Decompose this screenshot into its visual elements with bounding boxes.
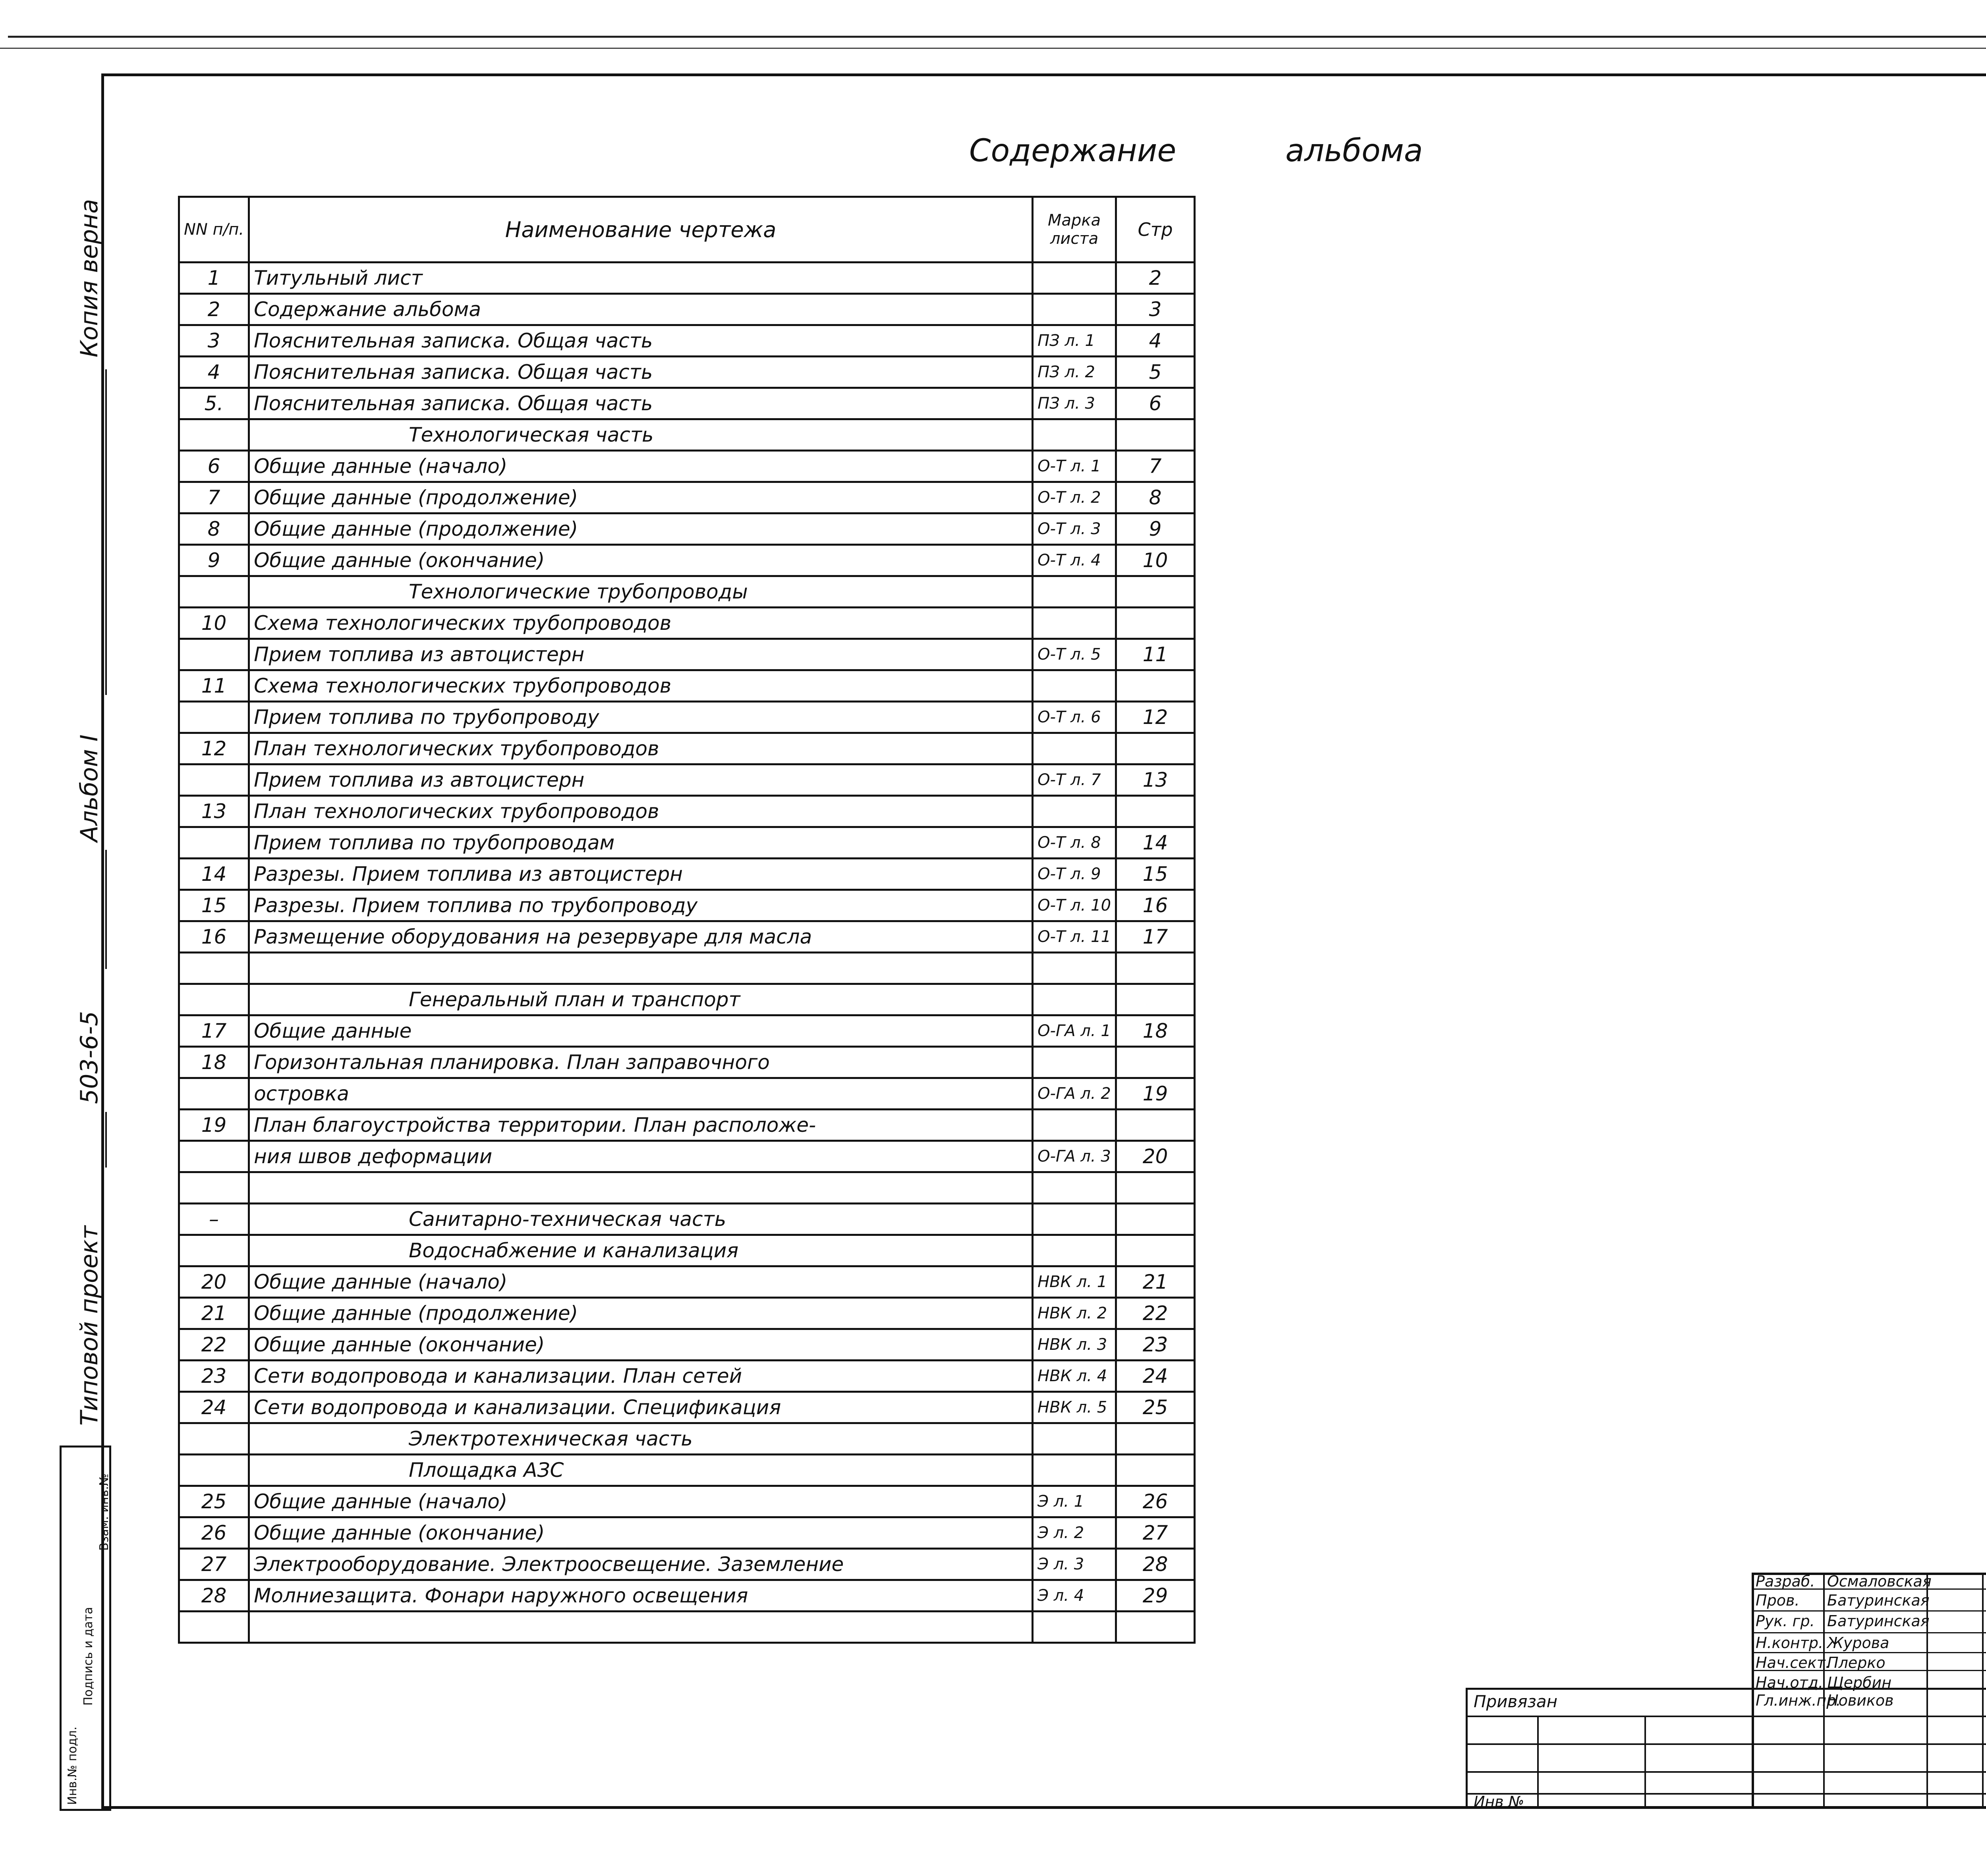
row-sheet-mark: Э л. 1 (1033, 1486, 1116, 1517)
row-page (1116, 1235, 1195, 1266)
row-number: 21 (179, 1298, 249, 1329)
row-sheet-mark (1033, 1612, 1116, 1643)
row-sheet-mark (1033, 670, 1116, 702)
row-drawing-name: Общие данные (начало) (249, 1486, 1033, 1517)
row-drawing-name: План технологических трубопроводов (249, 796, 1033, 827)
row-number (179, 1455, 249, 1486)
row-sheet-mark (1033, 796, 1116, 827)
row-sheet-mark: О-ГА л. 1 (1033, 1015, 1116, 1047)
row-drawing-name: Горизонтальная планировка. План заправочного (249, 1047, 1033, 1078)
row-sheet-mark (1033, 733, 1116, 764)
side-label-copy: Копия верна (75, 199, 103, 357)
role-label: Рук. гр. (1756, 1612, 1815, 1630)
table-row (179, 1486, 1195, 1517)
side-label-code: 503-6-5 (75, 1011, 103, 1104)
table-row (179, 1266, 1195, 1298)
row-sheet-mark: О-ГА л. 2 (1033, 1078, 1116, 1110)
row-sheet-mark (1033, 576, 1116, 608)
row-drawing-name: островка (249, 1078, 1033, 1110)
row-drawing-name: Общие данные (начало) (249, 1266, 1033, 1298)
row-sheet-mark: О-Т л. 7 (1033, 764, 1116, 796)
row-sheet-mark (1033, 1423, 1116, 1455)
row-sheet-mark (1033, 262, 1116, 294)
row-sheet-mark: О-Т л. 8 (1033, 827, 1116, 859)
row-sheet-mark: О-Т л. 1 (1033, 451, 1116, 482)
row-number: 17 (179, 1015, 249, 1047)
table-row (179, 325, 1195, 357)
table-row (179, 1392, 1195, 1423)
role-label: Нач.сект. (1756, 1654, 1830, 1671)
row-page: 22 (1116, 1298, 1195, 1329)
person-name: Журова (1827, 1634, 1889, 1652)
title-word-1: Содержание (969, 133, 1177, 169)
row-page: 7 (1116, 451, 1195, 482)
col-name-header: Наименование чертежа (249, 197, 1033, 262)
row-drawing-name: План технологических трубопроводов (249, 733, 1033, 764)
row-sheet-mark (1033, 294, 1116, 325)
row-page (1116, 419, 1195, 451)
row-drawing-name: Пояснительная записка. Общая часть (249, 357, 1033, 388)
table-row (179, 702, 1195, 733)
person-name: Батуринская (1827, 1612, 1930, 1630)
row-page: 28 (1116, 1549, 1195, 1580)
role-label: Разраб. (1756, 1573, 1815, 1590)
row-number: 23 (179, 1361, 249, 1392)
row-number: 7 (179, 482, 249, 513)
row-page: 9 (1116, 513, 1195, 545)
left-stamp-label: Взам. инв.№ (97, 1473, 111, 1551)
table-row (179, 1047, 1195, 1078)
table-header-row (179, 197, 1195, 262)
row-page: 25 (1116, 1392, 1195, 1423)
person-name: Батуринская (1827, 1592, 1930, 1609)
table-row (179, 1423, 1195, 1455)
table-row (179, 733, 1195, 764)
table-row (179, 1204, 1195, 1235)
row-sheet-mark: НВК л. 5 (1033, 1392, 1116, 1423)
row-number: 16 (179, 921, 249, 953)
left-stamp-label: Подпись и дата (81, 1607, 95, 1706)
row-sheet-mark: О-Т л. 4 (1033, 545, 1116, 576)
table-row (179, 1329, 1195, 1361)
row-number (179, 764, 249, 796)
row-drawing-name: Электротехническая часть (249, 1423, 1033, 1455)
side-divider (105, 1112, 107, 1168)
row-page: 6 (1116, 388, 1195, 419)
row-number: 11 (179, 670, 249, 702)
table-row (179, 451, 1195, 482)
table-row (179, 294, 1195, 325)
inventory-label: Инв № (1474, 1793, 1524, 1810)
row-number: 8 (179, 513, 249, 545)
table-row (179, 1110, 1195, 1141)
row-page (1116, 1172, 1195, 1204)
row-drawing-name: План благоустройства территории. План расположе- (249, 1110, 1033, 1141)
row-page: 23 (1116, 1329, 1195, 1361)
row-drawing-name: Общие данные (продолжение) (249, 1298, 1033, 1329)
row-number: 9 (179, 545, 249, 576)
table-row (179, 388, 1195, 419)
role-label: Н.контр. (1756, 1634, 1824, 1652)
row-page (1116, 1455, 1195, 1486)
row-drawing-name: Молниезащита. Фонари наружного освещения (249, 1580, 1033, 1612)
row-page (1116, 953, 1195, 984)
row-drawing-name: Генеральный план и транспорт (249, 984, 1033, 1015)
row-number (179, 953, 249, 984)
row-page (1116, 733, 1195, 764)
row-drawing-name (249, 953, 1033, 984)
row-sheet-mark (1033, 1110, 1116, 1141)
row-number: 2 (179, 294, 249, 325)
row-number (179, 576, 249, 608)
row-number (179, 1078, 249, 1110)
row-sheet-mark: НВК л. 4 (1033, 1361, 1116, 1392)
row-drawing-name: Прием топлива по трубопроводу (249, 702, 1033, 733)
row-page: 8 (1116, 482, 1195, 513)
table-row (179, 670, 1195, 702)
row-number: 26 (179, 1517, 249, 1549)
contents-table (178, 196, 1196, 1644)
row-page (1116, 1204, 1195, 1235)
row-sheet-mark: О-Т л. 9 (1033, 859, 1116, 890)
table-row (179, 1455, 1195, 1486)
row-number: 13 (179, 796, 249, 827)
row-number: 14 (179, 859, 249, 890)
col-number-header: NN п/п. (179, 197, 249, 262)
row-page: 14 (1116, 827, 1195, 859)
row-number: 18 (179, 1047, 249, 1078)
table-row (179, 357, 1195, 388)
row-number (179, 827, 249, 859)
binding-label: Привязан (1474, 1692, 1558, 1711)
row-sheet-mark: О-Т л. 11 (1033, 921, 1116, 953)
row-drawing-name: Общие данные (249, 1015, 1033, 1047)
col-mark-header: Марка листа (1033, 197, 1116, 262)
table-row (179, 608, 1195, 639)
row-sheet-mark: НВК л. 2 (1033, 1298, 1116, 1329)
row-number: 6 (179, 451, 249, 482)
row-drawing-name (249, 1612, 1033, 1643)
row-page: 10 (1116, 545, 1195, 576)
row-page (1116, 796, 1195, 827)
table-row (179, 953, 1195, 984)
row-number: 19 (179, 1110, 249, 1141)
row-drawing-name: Разрезы. Прием топлива по трубопроводу (249, 890, 1033, 921)
row-number: 22 (179, 1329, 249, 1361)
row-sheet-mark (1033, 1172, 1116, 1204)
row-drawing-name (249, 1172, 1033, 1204)
person-name: Новиков (1827, 1692, 1894, 1709)
row-sheet-mark: Э л. 4 (1033, 1580, 1116, 1612)
table-row (179, 1361, 1195, 1392)
table-row (179, 639, 1195, 670)
row-number: 5. (179, 388, 249, 419)
row-sheet-mark: О-Т л. 2 (1033, 482, 1116, 513)
row-page: 19 (1116, 1078, 1195, 1110)
row-page: 11 (1116, 639, 1195, 670)
row-sheet-mark: ПЗ л. 3 (1033, 388, 1116, 419)
table-row (179, 1580, 1195, 1612)
table-row (179, 1078, 1195, 1110)
row-page: 29 (1116, 1580, 1195, 1612)
row-drawing-name: Размещение оборудования на резервуаре для масла (249, 921, 1033, 953)
row-sheet-mark: Э л. 3 (1033, 1549, 1116, 1580)
row-drawing-name: Общие данные (окончание) (249, 545, 1033, 576)
row-sheet-mark (1033, 1047, 1116, 1078)
row-drawing-name: Прием топлива из автоцистерн (249, 764, 1033, 796)
side-divider (105, 850, 107, 969)
row-sheet-mark (1033, 953, 1116, 984)
row-drawing-name: Технологическая часть (249, 419, 1033, 451)
col-page-header: Стр (1116, 197, 1195, 262)
row-sheet-mark: О-Т л. 5 (1033, 639, 1116, 670)
table-row (179, 545, 1195, 576)
row-drawing-name: Площадка АЗС (249, 1455, 1033, 1486)
top-edge-line-2 (0, 48, 1986, 49)
row-number (179, 1423, 249, 1455)
row-number: 20 (179, 1266, 249, 1298)
row-number (179, 419, 249, 451)
table-row (179, 827, 1195, 859)
row-drawing-name: ния швов деформации (249, 1141, 1033, 1172)
row-number: 1 (179, 262, 249, 294)
row-page (1116, 984, 1195, 1015)
row-page: 2 (1116, 262, 1195, 294)
row-sheet-mark (1033, 1455, 1116, 1486)
row-page (1116, 608, 1195, 639)
person-name: Плерко (1827, 1654, 1886, 1671)
row-number (179, 1172, 249, 1204)
row-drawing-name: Схема технологических трубопроводов (249, 670, 1033, 702)
role-label: Гл.инж.пр. (1756, 1692, 1841, 1709)
row-number (179, 1235, 249, 1266)
row-drawing-name: Пояснительная записка. Общая часть (249, 325, 1033, 357)
row-drawing-name: Общие данные (продолжение) (249, 482, 1033, 513)
row-page: 26 (1116, 1486, 1195, 1517)
top-edge-line (8, 36, 1986, 38)
table-row (179, 890, 1195, 921)
row-page: 13 (1116, 764, 1195, 796)
row-drawing-name: Пояснительная записка. Общая часть (249, 388, 1033, 419)
row-number: 28 (179, 1580, 249, 1612)
table-row (179, 921, 1195, 953)
row-number: 27 (179, 1549, 249, 1580)
row-page: 20 (1116, 1141, 1195, 1172)
row-number: 25 (179, 1486, 249, 1517)
row-drawing-name: Схема технологических трубопроводов (249, 608, 1033, 639)
person-name: Осмаловская (1827, 1573, 1932, 1590)
table-row (179, 513, 1195, 545)
row-page: 15 (1116, 859, 1195, 890)
row-drawing-name: Электрооборудование. Электроосвещение. Заземление (249, 1549, 1033, 1580)
row-page: 27 (1116, 1517, 1195, 1549)
table-row (179, 1549, 1195, 1580)
row-drawing-name: Общие данные (продолжение) (249, 513, 1033, 545)
row-page (1116, 670, 1195, 702)
table-row (179, 764, 1195, 796)
table-row (179, 1015, 1195, 1047)
table-row (179, 1298, 1195, 1329)
row-number (179, 1612, 249, 1643)
role-label: Нач.отд. (1756, 1674, 1824, 1691)
row-number: 15 (179, 890, 249, 921)
row-sheet-mark: ПЗ л. 2 (1033, 357, 1116, 388)
row-drawing-name: Общие данные (начало) (249, 451, 1033, 482)
table-row (179, 1235, 1195, 1266)
person-name: Щербин (1827, 1674, 1892, 1691)
table-row (179, 262, 1195, 294)
row-drawing-name: Прием топлива по трубопроводам (249, 827, 1033, 859)
row-page: 24 (1116, 1361, 1195, 1392)
row-page: 17 (1116, 921, 1195, 953)
row-number: 4 (179, 357, 249, 388)
side-label-album: Альбом I (75, 734, 103, 842)
row-drawing-name: Технологические трубопроводы (249, 576, 1033, 608)
row-page: 12 (1116, 702, 1195, 733)
role-label: Пров. (1756, 1592, 1800, 1609)
row-sheet-mark (1033, 608, 1116, 639)
row-page: 4 (1116, 325, 1195, 357)
row-number (179, 984, 249, 1015)
table-row (179, 1172, 1195, 1204)
row-sheet-mark (1033, 419, 1116, 451)
row-drawing-name: Санитарно-техническая часть (249, 1204, 1033, 1235)
row-drawing-name: Титульный лист (249, 262, 1033, 294)
table-row (179, 482, 1195, 513)
row-page (1116, 1423, 1195, 1455)
row-page: 21 (1116, 1266, 1195, 1298)
title-block (1466, 1573, 1986, 1809)
row-drawing-name: Сети водопровода и канализации. План сетей (249, 1361, 1033, 1392)
row-number: 3 (179, 325, 249, 357)
table-row (179, 576, 1195, 608)
row-number (179, 1141, 249, 1172)
row-drawing-name: Содержание альбома (249, 294, 1033, 325)
row-drawing-name: Разрезы. Прием топлива из автоцистерн (249, 859, 1033, 890)
table-row (179, 419, 1195, 451)
row-page (1116, 1110, 1195, 1141)
row-drawing-name: Сети водопровода и канализации. Спецификация (249, 1392, 1033, 1423)
side-divider (105, 369, 107, 695)
row-number: – (179, 1204, 249, 1235)
table-row (179, 796, 1195, 827)
row-page (1116, 1047, 1195, 1078)
row-page (1116, 1612, 1195, 1643)
table-row (179, 859, 1195, 890)
table-row (179, 1612, 1195, 1643)
row-sheet-mark: О-Т л. 10 (1033, 890, 1116, 921)
row-page: 16 (1116, 890, 1195, 921)
row-number: 24 (179, 1392, 249, 1423)
row-sheet-mark: Э л. 2 (1033, 1517, 1116, 1549)
row-sheet-mark: НВК л. 1 (1033, 1266, 1116, 1298)
table-row (179, 984, 1195, 1015)
row-drawing-name: Водоснабжение и канализация (249, 1235, 1033, 1266)
table-row (179, 1517, 1195, 1549)
row-sheet-mark: ПЗ л. 1 (1033, 325, 1116, 357)
row-number (179, 639, 249, 670)
row-page: 5 (1116, 357, 1195, 388)
row-number: 12 (179, 733, 249, 764)
row-page: 3 (1116, 294, 1195, 325)
row-drawing-name: Прием топлива из автоцистерн (249, 639, 1033, 670)
row-number (179, 702, 249, 733)
row-drawing-name: Общие данные (окончание) (249, 1329, 1033, 1361)
row-page (1116, 576, 1195, 608)
page-title (969, 133, 1423, 169)
row-sheet-mark (1033, 1235, 1116, 1266)
row-page: 18 (1116, 1015, 1195, 1047)
table-row (179, 1141, 1195, 1172)
title-word-2: альбома (1285, 133, 1423, 169)
row-number: 10 (179, 608, 249, 639)
row-sheet-mark (1033, 984, 1116, 1015)
row-sheet-mark (1033, 1204, 1116, 1235)
row-sheet-mark: О-ГА л. 3 (1033, 1141, 1116, 1172)
row-drawing-name: Общие данные (окончание) (249, 1517, 1033, 1549)
row-sheet-mark: О-Т л. 6 (1033, 702, 1116, 733)
left-stamp-label: Инв.№ подл. (66, 1726, 79, 1805)
row-sheet-mark: НВК л. 3 (1033, 1329, 1116, 1361)
row-sheet-mark: О-Т л. 3 (1033, 513, 1116, 545)
left-stamp-box (60, 1446, 111, 1811)
side-label-project: Типовой проект (75, 1226, 103, 1426)
